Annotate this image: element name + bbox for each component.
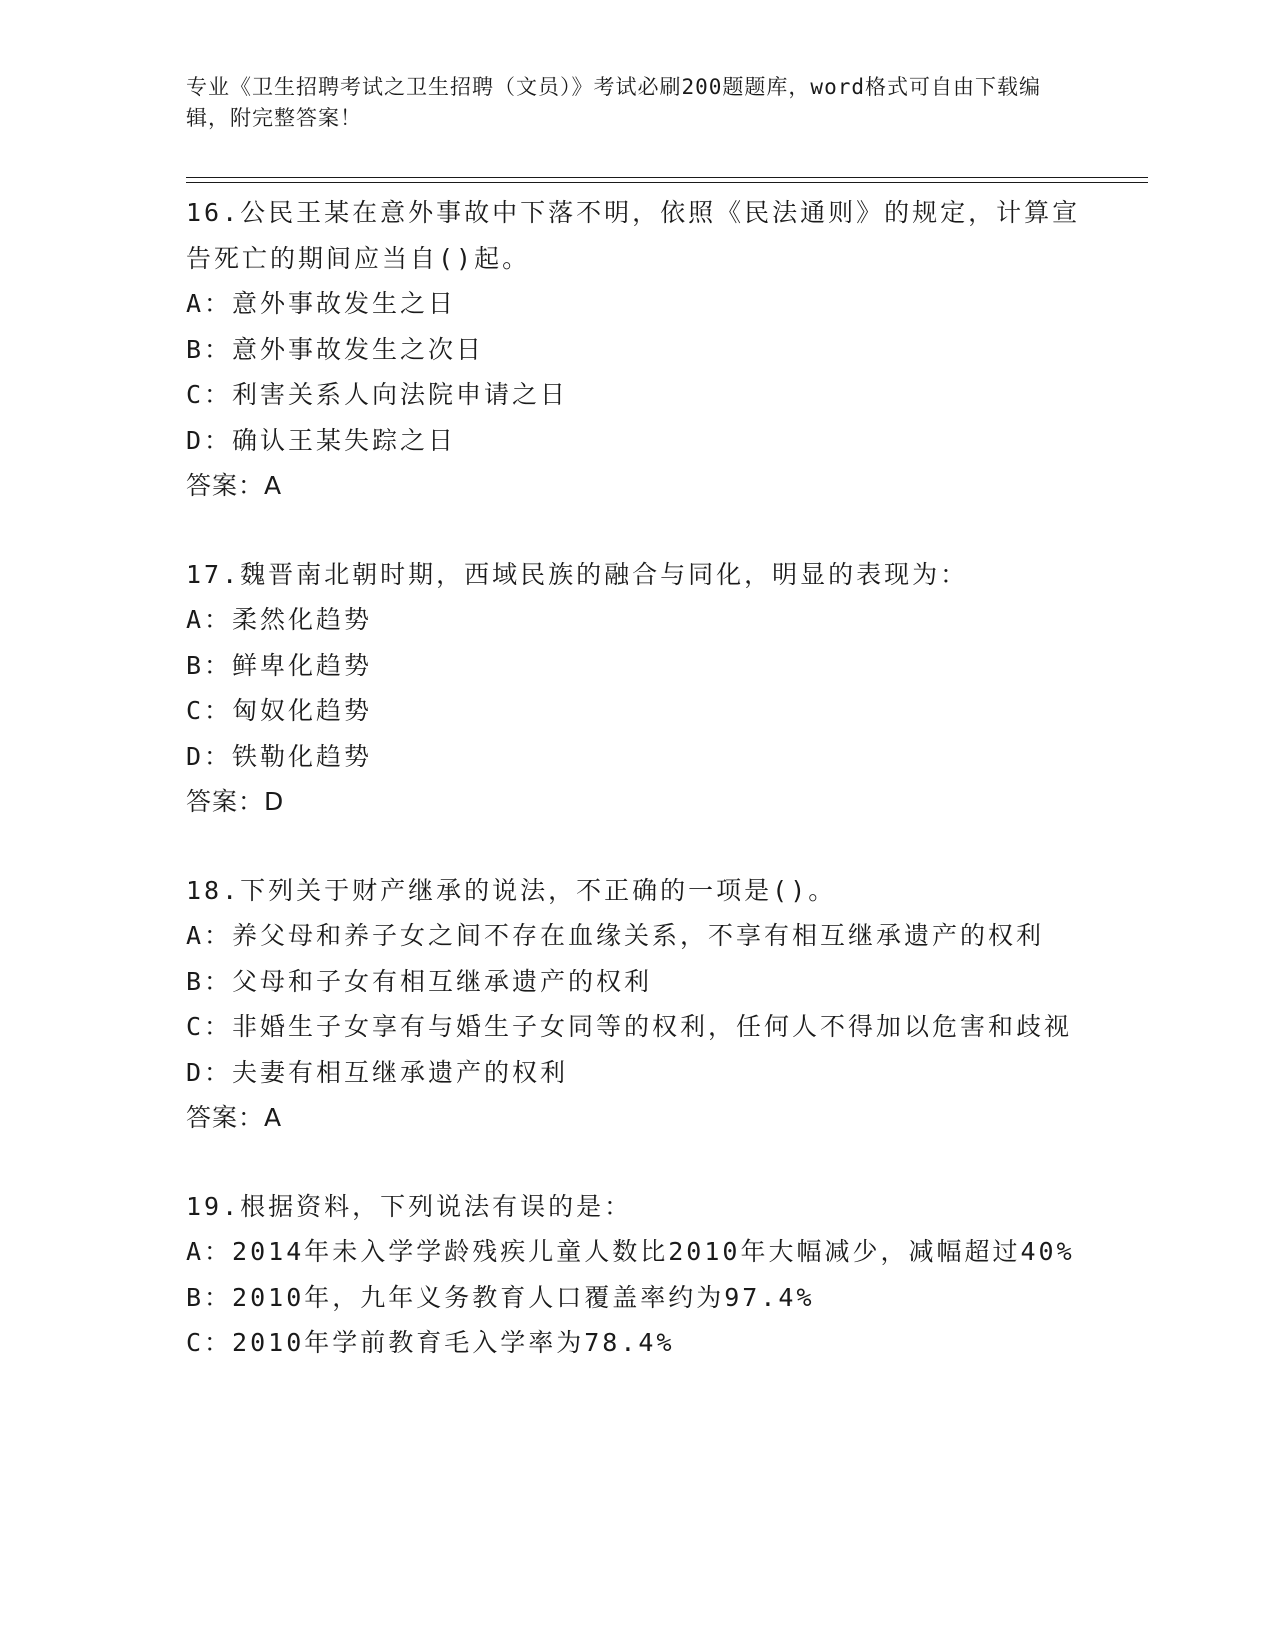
option-b: B：父母和子女有相互继承遗产的权利 bbox=[186, 966, 653, 996]
question-17 bbox=[186, 552, 1086, 825]
question-19 bbox=[186, 1184, 1086, 1366]
option-c: C：利害关系人向法院申请之日 bbox=[186, 380, 569, 409]
question-stem: 18.下列关于财产继承的说法，不正确的一项是()。 bbox=[186, 875, 837, 905]
header-rule-bottom bbox=[186, 182, 1148, 183]
option-a: A：意外事故发生之日 bbox=[186, 289, 457, 318]
answer-line: 答案：A bbox=[186, 1103, 283, 1132]
option-a: A：养父母和养子女之间不存在血缘关系，不享有相互继承遗产的权利 bbox=[186, 921, 1045, 950]
option-b: B：鲜卑化趋势 bbox=[186, 650, 373, 680]
option-c: C：2010年学前教育毛入学率为78.4% bbox=[186, 1328, 675, 1357]
option-d: D：确认王某失踪之日 bbox=[186, 425, 457, 455]
header-rule-top bbox=[186, 177, 1148, 178]
question-stem: 17.魏晋南北朝时期，西域民族的融合与同化，明显的表现为： bbox=[186, 559, 969, 589]
question-16 bbox=[186, 190, 1086, 509]
option-d: D：夫妻有相互继承遗产的权利 bbox=[186, 1057, 569, 1087]
question-list bbox=[186, 190, 1086, 1409]
option-c: C：非婚生子女享有与婚生子女同等的权利，任何人不得加以危害和歧视 bbox=[186, 1012, 1073, 1041]
question-stem: 19.根据资料，下列说法有误的是： bbox=[186, 1191, 633, 1221]
option-b: B：意外事故发生之次日 bbox=[186, 334, 485, 364]
option-d: D：铁勒化趋势 bbox=[186, 741, 373, 771]
document-header: 专业《卫生招聘考试之卫生招聘（文员）》考试必刷200题题库，word格式可自由下载编辑，附完整答案！ bbox=[186, 75, 1041, 130]
answer-line: 答案：A bbox=[186, 471, 283, 500]
option-a: A：柔然化趋势 bbox=[186, 605, 373, 634]
option-b: B：2010年，九年义务教育人口覆盖率约为97.4% bbox=[186, 1282, 815, 1312]
answer-line: 答案：D bbox=[186, 787, 285, 816]
question-18 bbox=[186, 868, 1086, 1141]
question-stem: 16.公民王某在意外事故中下落不明，依照《民法通则》的规定，计算宣告死亡的期间应当自()起。 bbox=[186, 198, 1081, 273]
option-c: C：匈奴化趋势 bbox=[186, 696, 373, 725]
option-a: A：2014年未入学学龄残疾儿童人数比2010年大幅减少，减幅超过40% bbox=[186, 1237, 1075, 1266]
